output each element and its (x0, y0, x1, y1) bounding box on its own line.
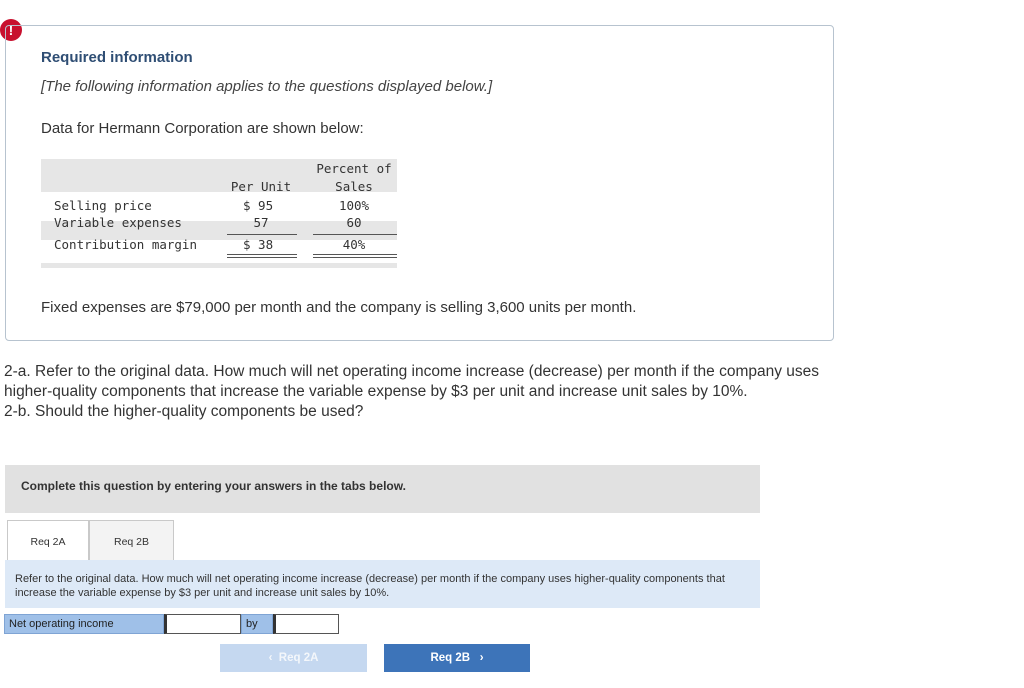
total-double-rule (313, 257, 397, 258)
row-percent: 40% (342, 237, 366, 252)
row-label: Selling price (54, 198, 152, 213)
net-operating-income-direction-input[interactable] (164, 614, 241, 634)
prev-button-label: Req 2A (278, 652, 319, 664)
row-percent: 100% (338, 198, 370, 213)
row-per-unit: 57 (253, 215, 269, 230)
header-percent-line2: Sales (335, 179, 373, 194)
row-per-unit: $ 38 (243, 237, 274, 252)
question-text (4, 362, 824, 422)
instructions-text: Complete this question by entering your answers in the tabs below. (21, 479, 406, 493)
table-footer-band (41, 263, 397, 268)
chevron-right-icon: › (479, 652, 484, 664)
tab-prompt: Refer to the original data. How much will net operating income increase (decrease) per month if the company uses higher-quality components that increase the variable expense by $3 per unit and increase unit sales by 10%. (5, 560, 760, 608)
exclamation-icon: ! (0, 19, 22, 41)
chevron-left-icon: ‹ (268, 652, 273, 664)
net-operating-income-label: Net operating income (4, 614, 164, 634)
total-double-rule (313, 254, 397, 255)
row-label: Variable expenses (54, 215, 182, 230)
subtotal-rule (227, 234, 297, 235)
row-label: Contribution margin (54, 237, 197, 252)
question-part-a: 2-a. Refer to the original data. How much will net operating income increase (decrease) per month if the company uses higher-quality components that increase the variable expense by $3 per unit and increase unit sales by 10%. (4, 363, 820, 400)
next-req-2b-button[interactable] (384, 644, 530, 672)
cost-data-table (41, 159, 397, 274)
by-label: by (241, 614, 273, 634)
row-per-unit: $ 95 (243, 198, 274, 213)
data-intro-text: Data for Hermann Corporation are shown below: (41, 120, 364, 137)
subtotal-rule (313, 234, 397, 235)
fixed-expenses-text: Fixed expenses are $79,000 per month and the company is selling 3,600 units per month. (41, 299, 637, 316)
tab-req-2b[interactable]: Req 2B (89, 520, 174, 560)
required-information-panel (5, 25, 834, 341)
required-information-title: Required information (41, 49, 193, 66)
required-information-subtitle: [The following information applies to the questions displayed below.] (41, 78, 493, 95)
next-button-label: Req 2B (430, 652, 471, 664)
total-double-rule (227, 257, 297, 258)
total-double-rule (227, 254, 297, 255)
question-part-b: 2-b. Should the higher-quality components be used? (4, 403, 364, 420)
instructions-bar (5, 465, 760, 513)
net-operating-income-amount-input[interactable] (273, 614, 339, 634)
header-percent-line1: Percent of (316, 161, 392, 176)
row-percent: 60 (346, 215, 362, 230)
prev-req-2a-button[interactable] (220, 644, 367, 672)
tab-req-2a[interactable]: Req 2A (7, 520, 89, 560)
header-per-unit: Per Unit (230, 179, 292, 194)
